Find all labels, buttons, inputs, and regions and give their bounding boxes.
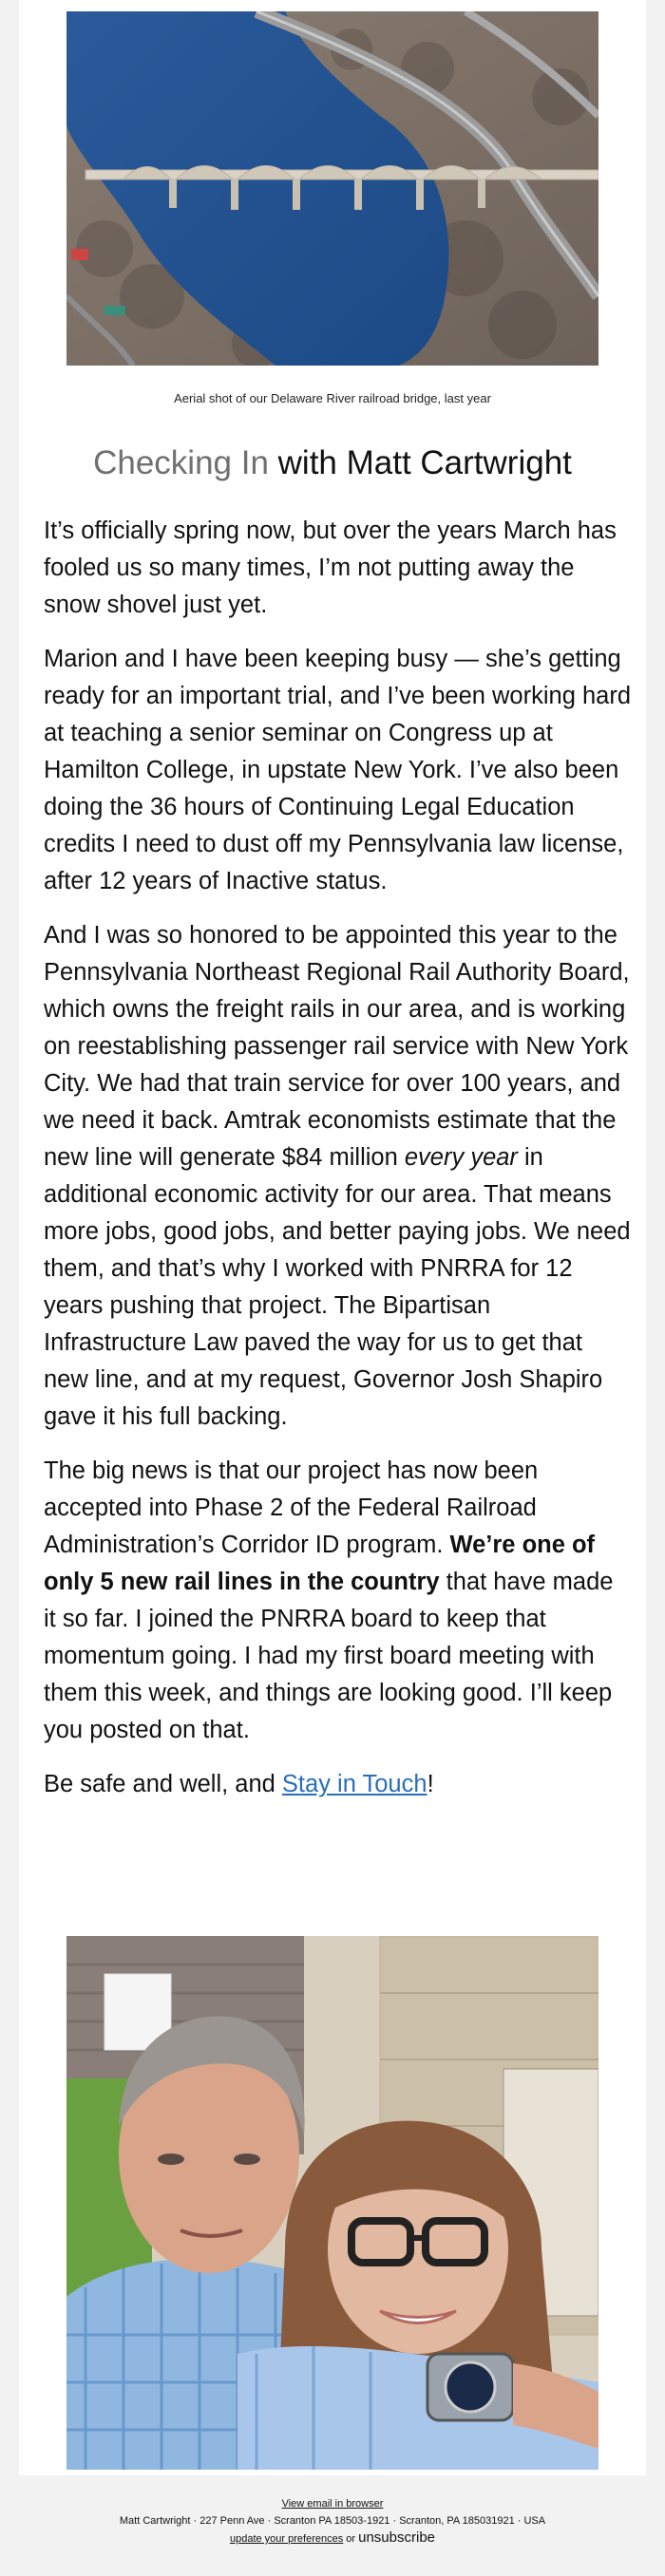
paragraph-rail-emphasis: every year	[404, 1144, 518, 1171]
paragraph-rail-text-b: in additional economic activity for our area. That means more jobs, good jobs, and better paying jobs. We need them, and that’s why I worked with PNRRA for 12 years pushing that project. The Bipartisan Infrastructure Law paved the way for us to get that new line, and at my request, Governor Josh Shapiro gave it his full backing.	[44, 1144, 631, 1430]
closing-exclamation: !	[427, 1771, 434, 1797]
bridge-aerial-image	[66, 11, 598, 366]
paragraph-big-news	[44, 1453, 631, 1749]
paragraph-news-bold: We’re one of only 5 new rail lines in the country	[44, 1532, 596, 1595]
couple-image	[66, 1936, 598, 2470]
email-footer	[0, 2495, 665, 2548]
heading-checking-in: Checking In	[93, 444, 269, 481]
photo-caption: Aerial shot of our Delaware River railroad bridge, last year	[174, 391, 491, 405]
heading-with-name: with Matt Cartwright	[268, 444, 572, 481]
footer-address: Matt Cartwright · 227 Penn Ave · Scranton PA 18503-1921 · Scranton, PA 185031921 · USA	[119, 2515, 546, 2527]
newsletter-heading	[19, 439, 646, 488]
closing-text: Be safe and well, and	[44, 1771, 282, 1797]
bridge-aerial-photo	[66, 11, 598, 366]
email-card	[19, 0, 646, 2475]
paragraph-closing	[44, 1766, 631, 1803]
paragraph-busy: Marion and I have been keeping busy — she’s getting ready for an important trial, and I’ve been working hard at teaching a senior seminar on Congress up at Hamilton College, in upstate New York. I’ve also been doing the 36 hours of Continuing Legal Education credits I need to dust off my Pennsylvania law license, after 12 years of Inactive status.	[44, 646, 632, 894]
paragraph-spring: It’s officially spring now, but over the years March has fooled us so many times, I’m not putting away the snow shovel just yet.	[44, 517, 617, 618]
view-in-browser-link[interactable]: View email in browser	[281, 2498, 384, 2510]
paragraph-rail-authority	[44, 917, 631, 1436]
email-body	[44, 513, 631, 1820]
stay-in-touch-link[interactable]: Stay in Touch	[281, 1771, 428, 1797]
unsubscribe-link[interactable]: unsubscribe	[358, 2529, 436, 2546]
footer-or: or	[343, 2533, 359, 2545]
paragraph-news-text-a: The big news is that our project has now been accepted into Phase 2 of the Federal Railroad Administration’s Corridor ID program.	[44, 1457, 539, 1558]
update-preferences-link[interactable]: update your preferences	[229, 2533, 344, 2545]
paragraph-rail-text-a: And I was so honored to be appointed this year to the Pennsylvania Northeast Regional Rail Authority Board, which owns the freight rails in our area, and is working on reestablishing passenger rail service with New York City. We had that train service for over 100 years, and we need it back. Amtrak economists estimate that the new line will generate $84 million	[44, 922, 630, 1171]
couple-photo	[66, 1936, 598, 2470]
paragraph-news-text-b: that have made it so far. I joined the PNRRA board to keep that momentum going. I had my first board meeting with them this week, and things are looking good. I’ll keep you posted on that.	[44, 1569, 614, 1743]
